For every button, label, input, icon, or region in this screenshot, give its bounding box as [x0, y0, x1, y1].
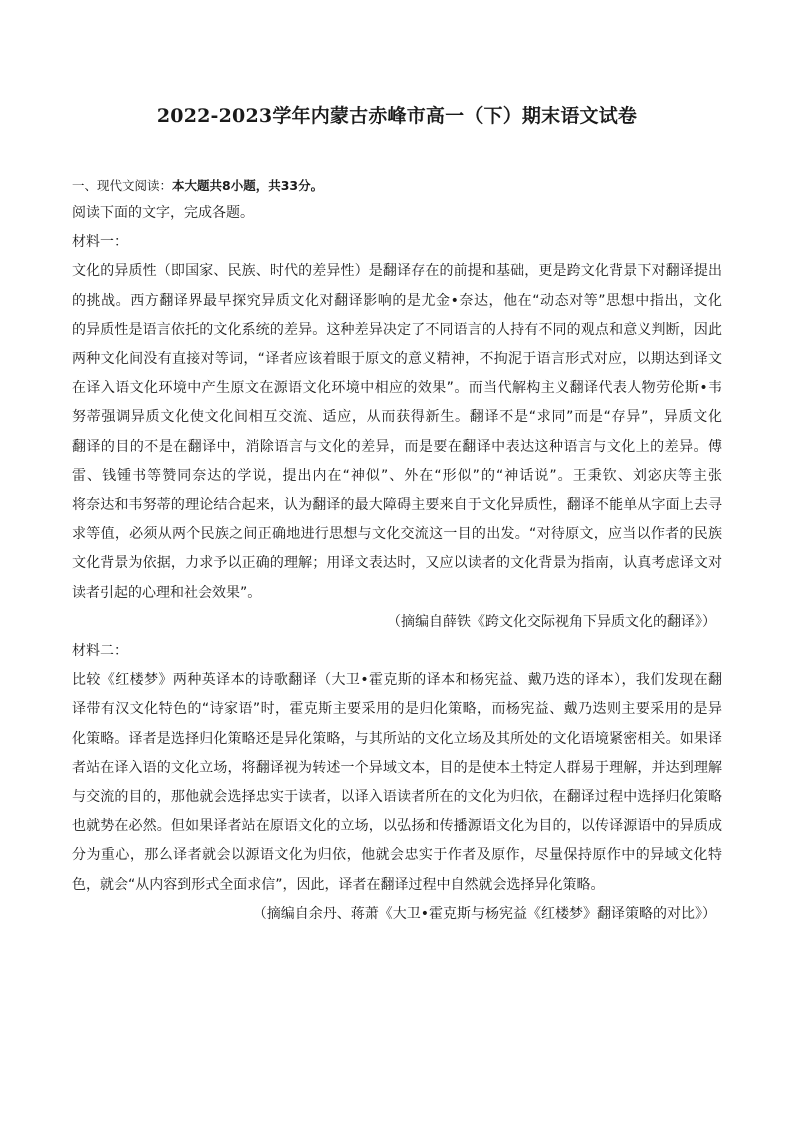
passage-line: 分为重心，那么译者就会以源语文化为归依，他就会忠实于作者及原作，尽量保持原作中的异域文化特 [72, 847, 722, 864]
passage-line: 读者引起的心理和社会效果”。 [72, 584, 262, 601]
passage-line: 雷、钱锺书等赞同奈达的学说，提出内在“神似”、外在“形似”的“神话说”。王秉钦、刘宓庆等主张 [72, 467, 722, 484]
reading-section [72, 173, 722, 929]
passage-line: 求等值，必须从两个民族之间正确地进行思想与文化交流这一目的出发。“对待原文，应当以作者的民族 [72, 526, 722, 543]
material-1-heading: 材料一： [72, 234, 128, 251]
passage-line: 文化背景为依据，力求予以正确的理解；用译文表达时，又应以读者的文化背景为指南，认真考虑译文对 [72, 555, 722, 572]
section-heading [72, 173, 722, 199]
passage-line: 的挑战。西方翻译界最早探究异质文化对翻译影响的是尤金•奈达，他在“动态对等”思想中指出，文化 [72, 292, 722, 309]
material-1-source: （摘编自薛铁《跨文化交际视角下异质文化的翻译》） [387, 613, 716, 630]
passage-line: 文化的异质性（即国家、民族、时代的差异性）是翻译存在的前提和基础，更是跨文化背景下对翻译提出 [72, 263, 722, 280]
passage-line: 译带有汉文化特色的“诗家语”时，霍克斯主要采用的是归化策略，而杨宪益、戴乃迭则主要采用的是异 [72, 701, 722, 718]
passage-line: 两种文化间没有直接对等词，“译者应该着眼于原文的意义精神，不拘泥于语言形式对应，以期达到译文 [72, 351, 722, 368]
instruction-text: 阅读下面的文字，完成各题。 [72, 205, 254, 221]
passage-line: 与交流的目的，那他就会选择忠实于读者，以译入语读者所在的文化为归依，在翻译过程中选择归化策略 [72, 789, 722, 806]
section-description: 本大题共8小题，共33分。 [172, 178, 324, 193]
passage-line: 努蒂强调异质文化使文化间相互交流、适应，从而获得新生。翻译不是“求同”而是“存异”，异质文化 [72, 409, 722, 426]
passage-line: 色，就会“从内容到形式全面求信”，因此，译者在翻译过程中自然就会选择异化策略。 [72, 876, 605, 893]
page-title: 2022-2023学年内蒙古赤峰市高一（下）期末语文试卷 [156, 105, 638, 127]
material-2-passage [72, 666, 722, 900]
material-2-source: （摘编自余丹、蒋萧《大卫•霍克斯与杨宪益《红楼梦》翻译策略的对比》） [252, 905, 716, 922]
passage-line: 者站在译入语的文化立场，将翻译视为转述一个异域文本，目的是使本土特定人群易于理解，并达到理解 [72, 759, 722, 776]
section-label: 一、现代文阅读： [72, 178, 173, 193]
passage-line: 化策略。译者是选择归化策略还是异化策略，与其所站的文化立场及其所处的文化语境紧密相关。如果译 [72, 730, 722, 747]
material-1-passage [72, 257, 722, 607]
passage-line: 将奈达和韦努蒂的理论结合起来，认为翻译的最大障碍主要来自于文化异质性，翻译不能单从字面上去寻 [72, 497, 722, 514]
passage-line: 也就势在必然。但如果译者站在原语文化的立场，以弘扬和传播源语文化为目的，以传译源语中的异质成 [72, 818, 722, 835]
passage-line: 的异质性是语言依托的文化系统的差异。这种差异决定了不同语言的人持有不同的观点和意义判断，因此 [72, 321, 722, 338]
passage-line: 翻译的目的不是在翻译中，消除语言与文化的差异，而是要在翻译中表达这种语言与文化上的差异。傅 [72, 438, 722, 455]
passage-line: 在译入语文化环境中产生原文在源语文化环境中相应的效果”。而当代解构主义翻译代表人物劳伦斯•韦 [72, 380, 722, 397]
material-2-heading: 材料二： [72, 643, 128, 660]
passage-line: 比较《红楼梦》两种英译本的诗歌翻译（大卫•霍克斯的译本和杨宪益、戴乃迭的译本），我们发现在翻 [72, 672, 722, 689]
